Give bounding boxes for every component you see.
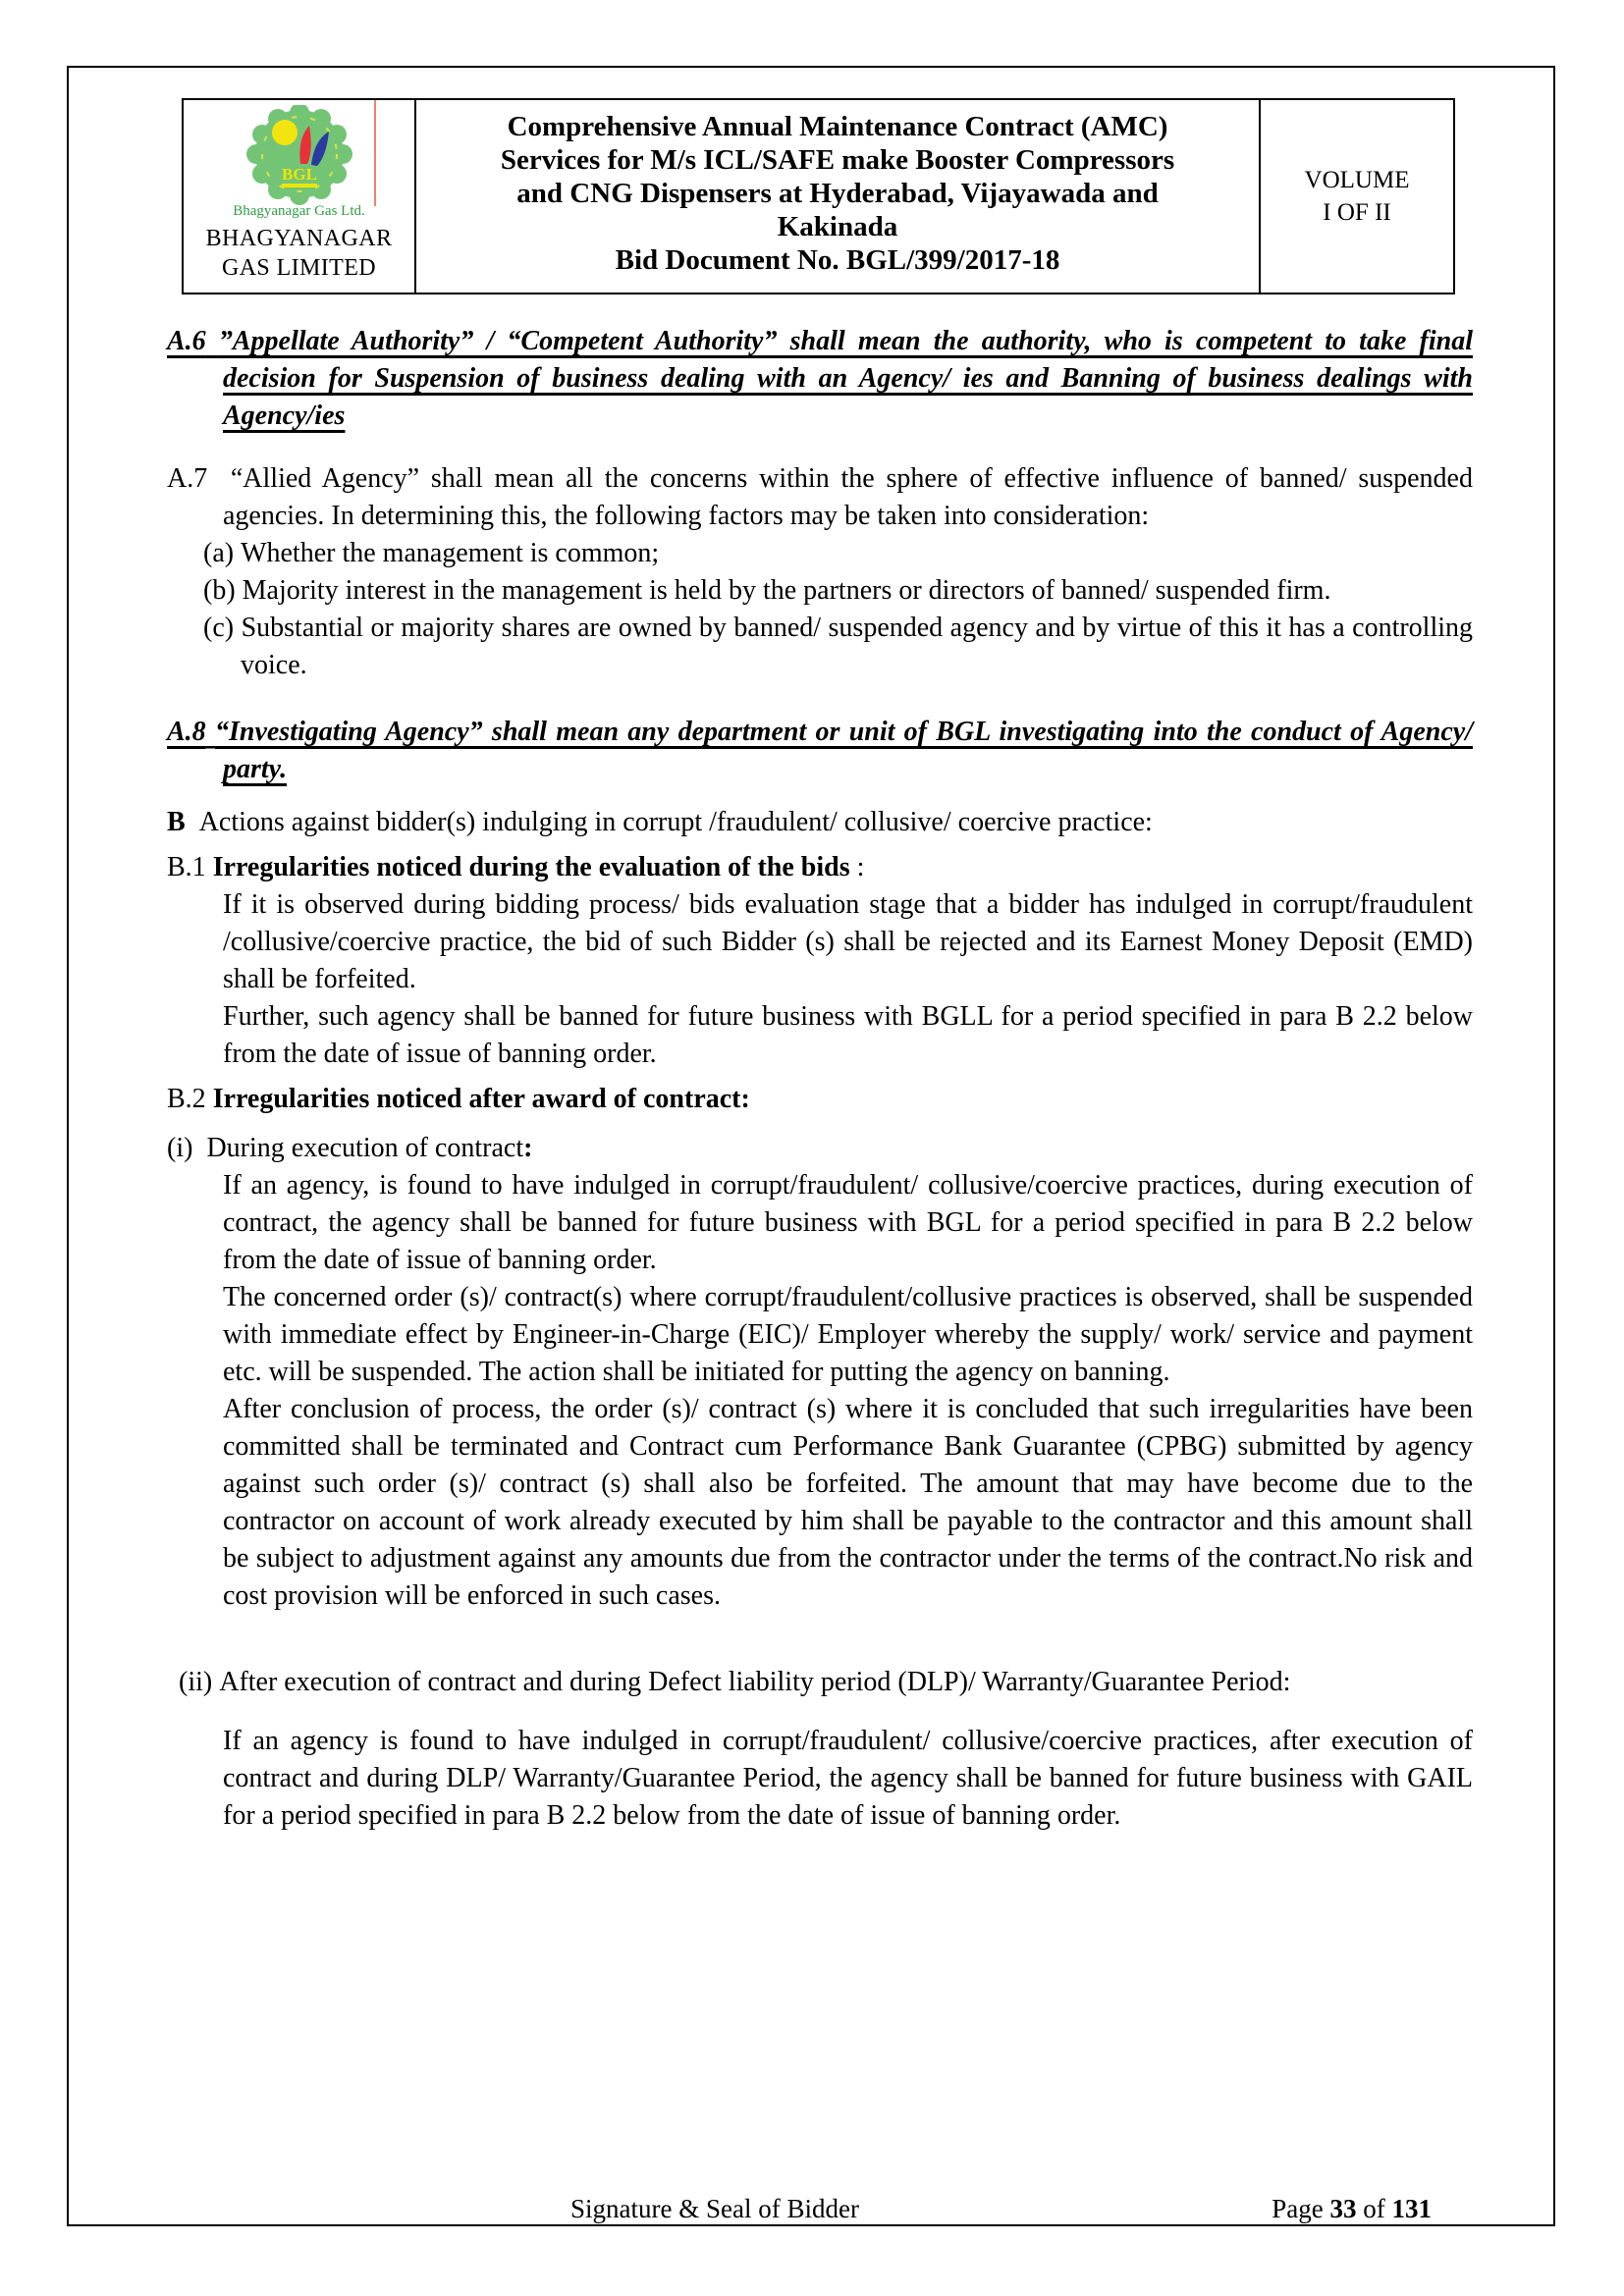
clause-i-title-colon: : bbox=[523, 1133, 533, 1163]
section-a6-number: A.6 bbox=[167, 326, 206, 356]
page-number-total: 131 bbox=[1391, 2194, 1432, 2223]
clause-ii-heading bbox=[179, 1664, 1473, 1701]
page-number-current: 33 bbox=[1329, 2194, 1357, 2223]
section-b1-number: B.1 bbox=[167, 852, 206, 882]
clause-i-title: During execution of contract bbox=[206, 1133, 524, 1163]
clause-i-paragraph-2: The concerned order (s)/ contract(s) where corrupt/fraudulent/collusive practices is observed, shall be suspended with immediate effect by Engineer-in-Charge (EIC)/ Employer whereby the supply/ work/ service and payment etc. will be suspended. The action shall be initiated for putting the agency on banning. bbox=[223, 1282, 1473, 1387]
list-item-b-text: Majority interest in the management is held by the partners or directors of banned/ suspended firm. bbox=[242, 575, 1331, 606]
page-number-of: of bbox=[1356, 2194, 1392, 2223]
list-item-a bbox=[167, 535, 1473, 572]
list-item-a-marker: (a) bbox=[203, 538, 235, 568]
logo-sun bbox=[272, 120, 298, 145]
list-item-a-text: Whether the management is common; bbox=[241, 538, 660, 568]
logo-cell bbox=[184, 100, 416, 293]
logo-brand-line: Bhagyanagar Gas Ltd. bbox=[233, 203, 365, 219]
section-a8-text: “Investigating Agency” shall mean any department or unit of BGL investigating into the conduct of Agency/ party. bbox=[214, 717, 1473, 784]
section-b bbox=[167, 804, 1473, 841]
list-item-b-marker: (b) bbox=[203, 575, 236, 606]
section-a6-text: ”Appellate Authority” / “Competent Authority” shall mean the authority, who is competent to take final decision for Suspension of business dealing with an Agency/ ies and Banning of business dealings with Agency/ies bbox=[218, 326, 1474, 431]
volume-line-1: VOLUME bbox=[1304, 167, 1410, 193]
title-line-1: Comprehensive Annual Maintenance Contract (AMC) bbox=[507, 111, 1168, 142]
page-border bbox=[67, 66, 1555, 2226]
title-line-3: and CNG Dispensers at Hyderabad, Vijayawada and bbox=[516, 178, 1159, 209]
company-name bbox=[206, 224, 393, 283]
list-item-c-text: Substantial or majority shares are owned by banned/ suspended agency and by virtue of this it has a controlling voice. bbox=[241, 613, 1474, 680]
clause-i-paragraph-3: After conclusion of process, the order (s)/ contract (s) where it is concluded that such irregularities have been committed shall be terminated and Contract cum Performance Bank Guarantee (CPBG) submitted by agency against such order (s)/ contract (s) shall also be forfeited. The amount that may have become due to the contractor on account of work already executed by him shall be payable to the contractor and this amount shall be subject to adjustment against any amounts due from the contractor under the terms of the contract.No risk and cost provision will be enforced in such cases. bbox=[223, 1394, 1473, 1611]
bgl-logo-icon bbox=[240, 105, 359, 207]
document-body bbox=[167, 323, 1473, 1835]
clause-ii-title: After execution of contract and during Defect liability period (DLP)/ Warranty/Guarantee Period: bbox=[219, 1667, 1291, 1697]
volume-line-2: I OF II bbox=[1323, 199, 1391, 226]
logo-ribbon bbox=[282, 184, 317, 187]
section-b2-number: B.2 bbox=[167, 1084, 206, 1114]
section-a7 bbox=[167, 460, 1473, 535]
title-line-4: Kakinada bbox=[777, 211, 898, 242]
section-b1-paragraph-2: Further, such agency shall be banned for future business with BGLL for a period specified in para B 2.2 below from the date of issue of banning order. bbox=[223, 1001, 1473, 1069]
section-b1-title: Irregularities noticed during the evaluation of the bids bbox=[212, 852, 850, 882]
clause-ii-paragraph-1: If an agency is found to have indulged in corrupt/fraudulent/ collusive/coercive practices, after execution of contract and during DLP/ Warranty/Guarantee Period, the agency shall be banned for future business with GAIL for a period specified in para B 2.2 below from the date of issue of banning order. bbox=[223, 1726, 1473, 1831]
section-b-text: Actions against bidder(s) indulging in corrupt /fraudulent/ collusive/ coercive practice: bbox=[198, 807, 1153, 837]
logo-red-line-artifact bbox=[374, 100, 376, 206]
section-a7-number: A.7 bbox=[167, 463, 208, 494]
header-table bbox=[182, 98, 1455, 294]
signature-seal-label: Signature & Seal of Bidder bbox=[570, 2194, 859, 2223]
list-item-c bbox=[167, 610, 1473, 684]
clause-ii-marker: (ii) bbox=[179, 1667, 213, 1697]
clause-i-marker: (i) bbox=[167, 1133, 193, 1163]
bid-document-number: Bid Document No. BGL/399/2017-18 bbox=[615, 244, 1060, 276]
page-number-prefix: Page bbox=[1272, 2194, 1330, 2223]
company-name-line1: BHAGYANAGAR bbox=[205, 226, 393, 251]
section-b-number: B bbox=[167, 807, 186, 837]
section-a7-text: “Allied Agency” shall mean all the concerns within the sphere of effective influence of banned/ suspended agencies. In determining this, the following factors may be taken into consideration: bbox=[223, 463, 1473, 531]
section-b1-heading bbox=[167, 849, 1473, 886]
title-line-2: Services for M/s ICL/SAFE make Booster Compressors bbox=[500, 144, 1175, 176]
section-a8-heading bbox=[167, 714, 1473, 788]
volume-cell bbox=[1261, 100, 1453, 293]
section-b2-heading bbox=[167, 1081, 1473, 1118]
section-a6-heading bbox=[167, 323, 1473, 435]
page-number bbox=[1272, 2194, 1432, 2224]
clause-i-heading bbox=[167, 1130, 1473, 1167]
section-b2-title: Irregularities noticed after award of contract: bbox=[212, 1084, 750, 1114]
company-name-line2: GAS LIMITED bbox=[221, 255, 377, 281]
document-title-cell bbox=[416, 100, 1261, 293]
section-a8-number: A.8 bbox=[167, 717, 206, 747]
clause-i-paragraph-1: If an agency, is found to have indulged in corrupt/fraudulent/ collusive/coercive practices, during execution of contract, the agency shall be banned for future business with BGL for a period specified in para B 2.2 below from the date of issue of banning order. bbox=[223, 1170, 1473, 1275]
section-b1-title-suffix: : bbox=[849, 852, 865, 882]
section-b1-paragraph-1: If it is observed during bidding process/ bids evaluation stage that a bidder has indulged in corrupt/fraudulent /collusive/coercive practice, the bid of such Bidder (s) shall be rejected and its Earnest Money Deposit (EMD) shall be forfeited. bbox=[223, 889, 1473, 994]
list-item-b bbox=[167, 572, 1473, 610]
logo-badge-text: BGL bbox=[281, 165, 317, 184]
list-item-c-marker: (c) bbox=[203, 613, 235, 643]
